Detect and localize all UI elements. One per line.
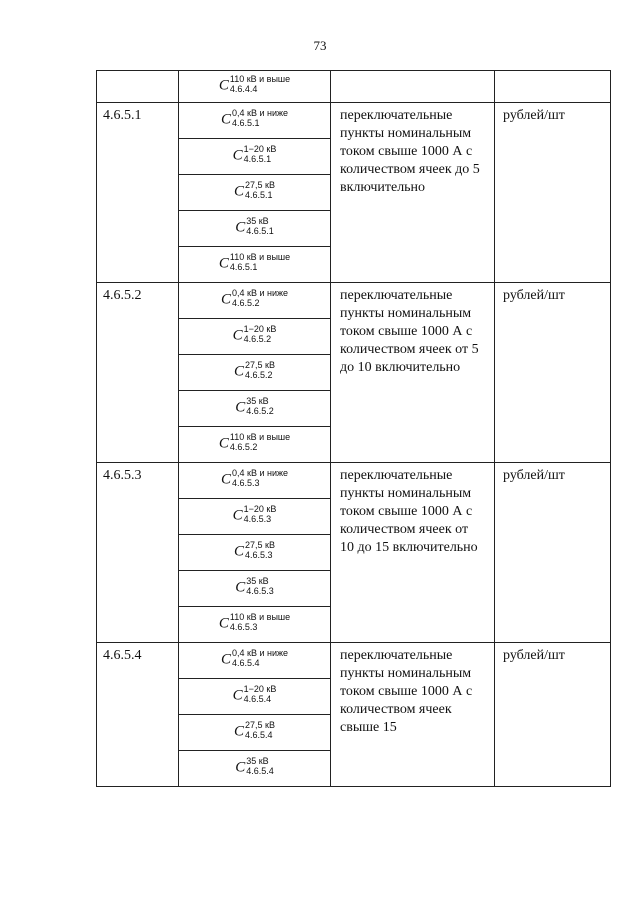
symbol-cell: [179, 391, 331, 427]
rate-symbol: [220, 648, 289, 669]
description-line: пункты номинальным: [340, 486, 472, 501]
symbol-subscript: 4.6.5.3: [232, 478, 260, 489]
description-line: пункты номинальным: [340, 666, 472, 681]
symbol-cell: [179, 247, 331, 283]
symbol-cell: [179, 211, 331, 247]
symbol-letter: C: [218, 255, 229, 272]
symbol-cell: [179, 139, 331, 175]
description-line: током свыше 1000 А с: [340, 144, 473, 159]
description-line: током свыше 1000 А с: [340, 684, 473, 699]
symbol-subscript: 4.6.5.4: [232, 658, 260, 669]
symbol-cell: [179, 571, 331, 607]
rate-symbol: [220, 108, 289, 129]
symbol-superscript: 110 кВ и выше: [229, 252, 291, 263]
rate-symbol: [220, 288, 289, 309]
symbol-cell: [179, 71, 331, 103]
symbol-superscript: 27,5 кВ: [245, 720, 275, 731]
symbol-subscript: 4.6.5.2: [245, 370, 273, 381]
symbol-letter: C: [235, 579, 246, 596]
symbol-superscript: 110 кВ и выше: [229, 74, 291, 85]
unit-cell: рублей/шт: [495, 103, 611, 283]
description-line: пункты номинальным: [340, 126, 472, 141]
symbol-superscript: 27,5 кВ: [245, 540, 275, 551]
description-line: переключательные: [340, 468, 453, 483]
symbol-superscript: 1−20 кВ: [243, 324, 277, 335]
rate-symbol: [220, 468, 289, 489]
code-cell: [97, 71, 179, 103]
rate-symbol: [234, 540, 275, 561]
symbol-letter: C: [218, 435, 229, 452]
description-line: 10 до 15 включительно: [340, 540, 478, 555]
symbol-subscript: 4.6.5.4: [245, 730, 273, 741]
description-line: переключательные: [340, 648, 453, 663]
symbol-superscript: 110 кВ и выше: [229, 612, 291, 623]
symbol-subscript: 4.6.5.1: [243, 154, 272, 165]
symbol-letter: C: [220, 471, 231, 488]
description-line: переключательные: [340, 108, 453, 123]
symbol-letter: C: [220, 651, 231, 668]
symbol-superscript: 35 кВ: [246, 396, 269, 407]
tariff-table-body: [97, 71, 611, 787]
table-row: [97, 71, 611, 103]
symbol-subscript: 4.6.5.2: [246, 406, 274, 417]
rate-symbol: [218, 612, 291, 633]
unit-cell: рублей/шт: [495, 643, 611, 787]
description-line: током свыше 1000 А с: [340, 324, 473, 339]
description-line: включительно: [340, 180, 426, 195]
rate-symbol: [235, 396, 274, 417]
symbol-superscript: 110 кВ и выше: [229, 432, 291, 443]
symbol-superscript: 0,4 кВ и ниже: [232, 648, 289, 659]
table-row: [97, 103, 611, 139]
symbol-subscript: 4.6.5.2: [232, 298, 260, 309]
table-row: [97, 463, 611, 499]
unit-cell: [495, 71, 611, 103]
symbol-subscript: 4.6.5.1: [246, 226, 274, 237]
rate-symbol: [235, 216, 274, 237]
symbol-letter: C: [234, 543, 245, 560]
description-cell: [331, 283, 495, 463]
symbol-letter: C: [235, 399, 246, 416]
description-line: до 10 включительно: [340, 360, 461, 375]
symbol-cell: [179, 535, 331, 571]
description-line: свыше 15: [340, 720, 397, 735]
symbol-superscript: 1−20 кВ: [243, 144, 277, 155]
symbol-letter: C: [220, 291, 231, 308]
symbol-letter: C: [235, 759, 246, 776]
code-cell: 4.6.5.3: [97, 463, 179, 643]
rate-symbol: [234, 180, 275, 201]
symbol-subscript: 4.6.5.4: [246, 766, 274, 777]
description-line: количеством ячеек до 5: [340, 162, 480, 177]
symbol-cell: [179, 427, 331, 463]
symbol-cell: [179, 355, 331, 391]
symbol-superscript: 27,5 кВ: [245, 360, 275, 371]
tariff-table: [96, 70, 611, 787]
symbol-cell: [179, 751, 331, 787]
symbol-superscript: 1−20 кВ: [243, 504, 277, 515]
page-number: 73: [313, 38, 327, 53]
symbol-subscript: 4.6.5.1: [232, 118, 260, 129]
symbol-subscript: 4.6.5.1: [229, 262, 258, 273]
code-cell: 4.6.5.2: [97, 283, 179, 463]
symbol-letter: C: [232, 147, 243, 164]
table-row: [97, 643, 611, 679]
rate-symbol: [218, 74, 291, 95]
rate-symbol: [232, 684, 277, 705]
symbol-letter: C: [220, 111, 231, 128]
rate-symbol: [218, 252, 291, 273]
symbol-letter: C: [232, 687, 243, 704]
code-cell: 4.6.5.4: [97, 643, 179, 787]
symbol-letter: C: [234, 363, 245, 380]
description-line: количеством ячеек от: [340, 522, 469, 537]
symbol-subscript: 4.6.5.2: [243, 334, 272, 345]
symbol-superscript: 35 кВ: [246, 576, 269, 587]
symbol-subscript: 4.6.5.2: [229, 442, 258, 453]
rate-symbol: [234, 720, 275, 741]
symbol-cell: [179, 715, 331, 751]
symbol-cell: [179, 103, 331, 139]
symbol-cell: [179, 175, 331, 211]
symbol-letter: C: [234, 723, 245, 740]
symbol-subscript: 4.6.5.3: [229, 622, 258, 633]
description-line: переключательные: [340, 288, 453, 303]
symbol-superscript: 0,4 кВ и ниже: [232, 468, 289, 479]
description-cell: [331, 103, 495, 283]
symbol-letter: C: [218, 615, 229, 632]
symbol-cell: [179, 319, 331, 355]
symbol-subscript: 4.6.5.3: [246, 586, 274, 597]
symbol-cell: [179, 679, 331, 715]
description-line: пункты номинальным: [340, 306, 472, 321]
symbol-letter: C: [218, 77, 229, 94]
description-line: током свыше 1000 А с: [340, 504, 473, 519]
symbol-subscript: 4.6.4.4: [229, 84, 258, 95]
rate-symbol: [232, 144, 277, 165]
rate-symbol: [232, 504, 277, 525]
symbol-letter: C: [232, 507, 243, 524]
rate-symbol: [235, 756, 274, 777]
rate-symbol: [218, 432, 291, 453]
rate-symbol: [232, 324, 277, 345]
symbol-superscript: 27,5 кВ: [245, 180, 275, 191]
symbol-superscript: 1−20 кВ: [243, 684, 277, 695]
symbol-superscript: 35 кВ: [246, 216, 269, 227]
symbol-subscript: 4.6.5.1: [245, 190, 273, 201]
unit-cell: рублей/шт: [495, 463, 611, 643]
symbol-superscript: 35 кВ: [246, 756, 269, 767]
unit-cell: рублей/шт: [495, 283, 611, 463]
symbol-cell: [179, 643, 331, 679]
description-cell: [331, 643, 495, 787]
symbol-letter: C: [232, 327, 243, 344]
description-cell: [331, 463, 495, 643]
rate-symbol: [234, 360, 275, 381]
symbol-subscript: 4.6.5.4: [243, 694, 272, 705]
symbol-subscript: 4.6.5.3: [245, 550, 273, 561]
description-cell: [331, 71, 495, 103]
symbol-superscript: 0,4 кВ и ниже: [232, 288, 289, 299]
code-cell: 4.6.5.1: [97, 103, 179, 283]
symbol-cell: [179, 607, 331, 643]
symbol-subscript: 4.6.5.3: [243, 514, 272, 525]
description-line: количеством ячеек от 5: [340, 342, 479, 357]
rate-symbol: [235, 576, 274, 597]
table-row: [97, 283, 611, 319]
symbol-cell: [179, 463, 331, 499]
symbol-letter: C: [234, 183, 245, 200]
description-line: количеством ячеек: [340, 702, 452, 717]
symbol-superscript: 0,4 кВ и ниже: [232, 108, 289, 119]
symbol-cell: [179, 499, 331, 535]
symbol-cell: [179, 283, 331, 319]
symbol-letter: C: [235, 219, 246, 236]
